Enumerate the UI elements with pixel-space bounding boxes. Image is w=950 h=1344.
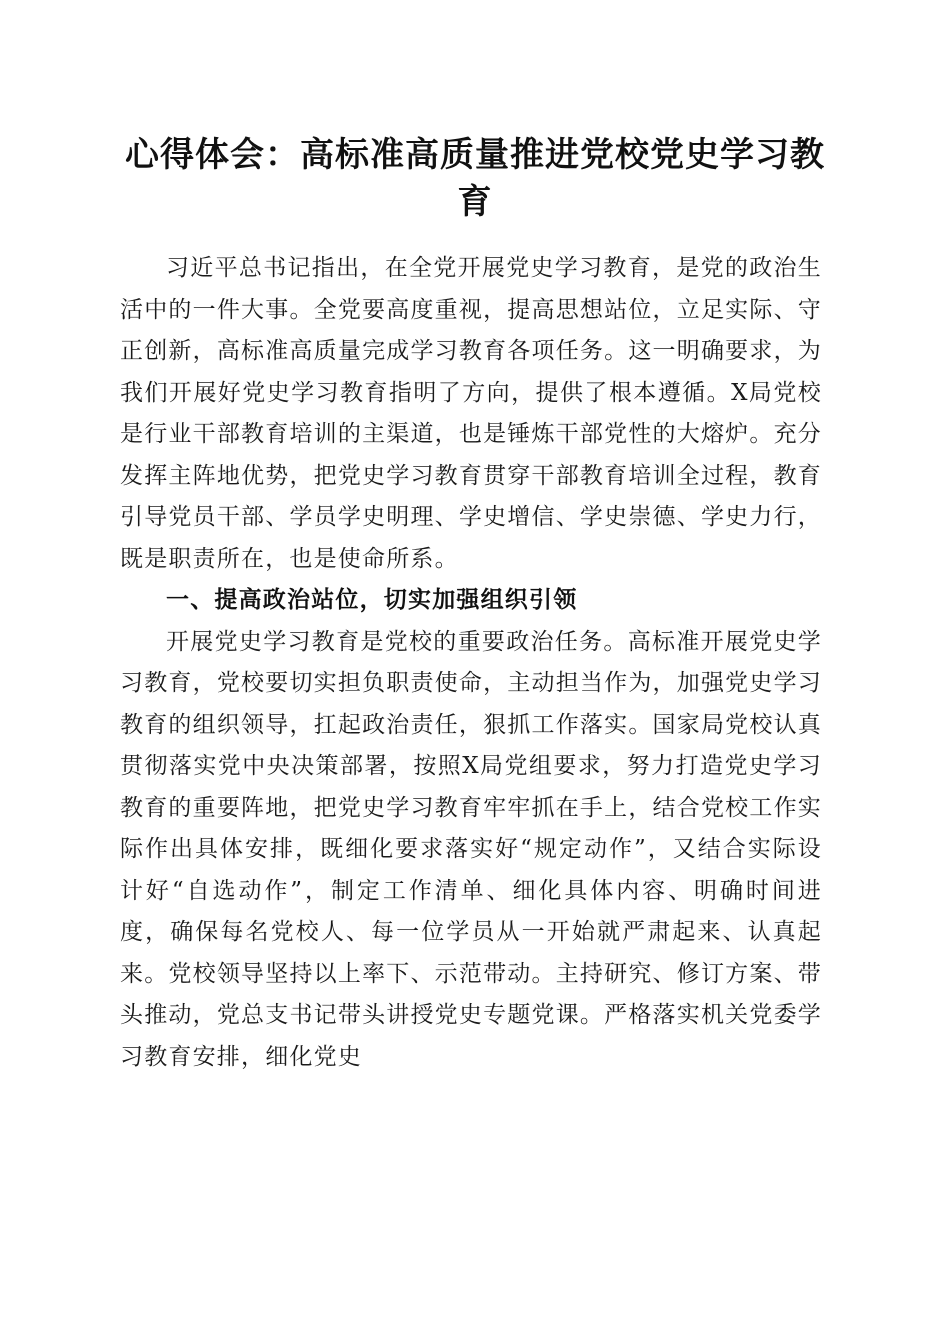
section-1-heading: 一、提高政治站位，切实加强组织引领 xyxy=(166,587,578,613)
document-title: 心得体会：高标准高质量推进党校党史学习教育 xyxy=(125,135,825,222)
intro-paragraph: 习近平总书记指出，在全党开展党史学习教育，是党的政治生活中的一件大事。全党要高度重视，提高思想站位，立足实际、守正创新，高标准高质量完成学习教育各项任务。这一明确要求，为我们开展好党史学习教育指明了方向，提供了根本遵循。X局党校是行业干部教育培训的主渠道，也是锤炼干部党性的大熔炉。充分发挥主阵地优势，把党史学习教育贯穿干部教育培训全过程，教育引导党员干部、学员学史明理、学史增信、学史崇德、学史力行，既是职责所在，也是使命所系。 xyxy=(120,255,822,572)
document-body xyxy=(120,248,822,1078)
section-1-paragraph: 开展党史学习教育是党校的重要政治任务。高标准开展党史学习教育，党校要切实担负职责使命，主动担当作为，加强党史学习教育的组织领导，扛起政治责任，狠抓工作落实。国家局党校认真贯彻落实党中央决策部署，按照X局党组要求，努力打造党史学习教育的重要阵地，把党史学习教育牢牢抓在手上，结合党校工作实际作出具体安排，既细化要求落实好“规定动作”，又结合实际设计好“自选动作”，制定工作清单、细化具体内容、明确时间进度，确保每名党校人、每一位学员从一开始就严肃起来、认真起来。党校领导坚持以上率下、示范带动。主持研究、修订方案、带头推动，党总支书记带头讲授党史专题党课。严格落实机关党委学习教育安排，细化党史 xyxy=(120,628,822,1070)
